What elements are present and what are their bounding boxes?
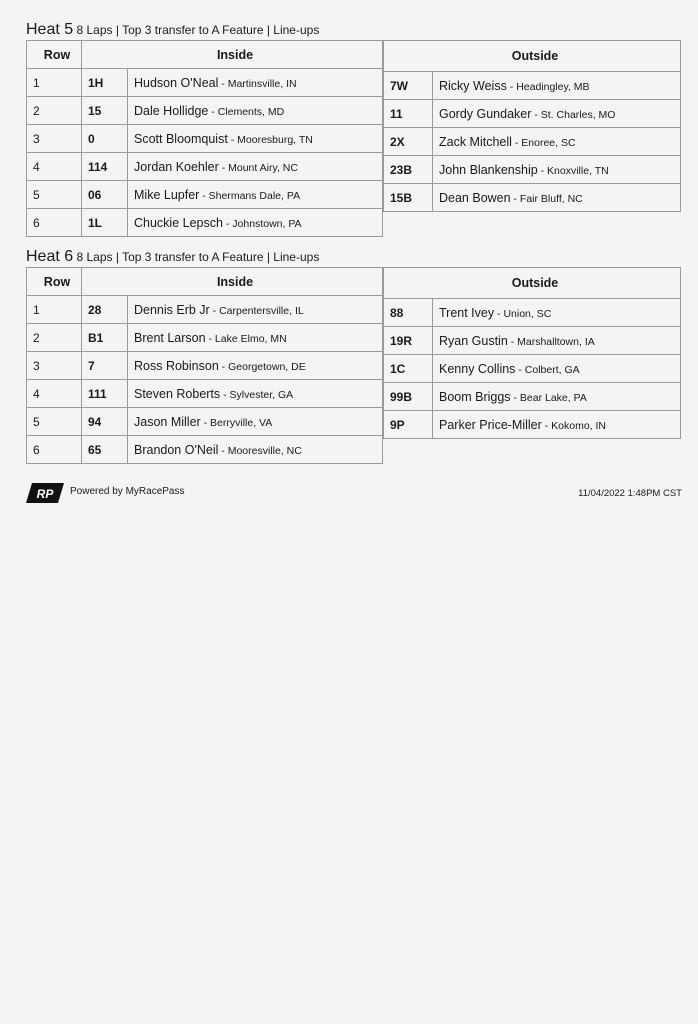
table-row [384,383,681,411]
driver-hometown: Mooresburg, TN [237,133,313,146]
driver-cell: Ross Robinson - Georgetown, DE [128,352,383,380]
driver-hometown: Lake Elmo, MN [214,332,287,345]
table-row [27,69,383,97]
car-number: 2X [384,128,433,156]
car-number: 111 [82,380,128,408]
driver-cell: Dale Hollidge - Clements, MD [128,97,383,125]
row-number: 3 [27,125,82,153]
driver-cell: Brandon O'Neil - Mooresville, NC [128,436,383,464]
driver-hometown: Sylvester, GA [229,388,294,401]
driver-name: Parker Price-Miller [439,417,542,432]
driver-hometown: Shermans Dale, PA [208,189,301,202]
driver-name: Dean Bowen [439,190,511,205]
table-row [27,97,383,125]
car-number: 88 [384,299,433,327]
driver-hometown: Knoxville, TN [547,164,609,177]
driver-hometown: Berryville, VA [210,416,273,429]
table-row [384,355,681,383]
driver-name: Ricky Weiss [439,78,507,93]
driver-name: Dale Hollidge [134,103,209,118]
table-row [27,125,383,153]
driver-cell: Chuckie Lepsch - Johnstown, PA [128,209,383,237]
driver-cell: Jason Miller - Berryville, VA [128,408,383,436]
print-timestamp: 11/04/2022 1:48PM CST [578,488,682,499]
table-row [384,128,681,156]
table-row [384,184,681,212]
car-number: 28 [82,296,128,324]
driver-hometown: Mount Airy, NC [228,161,298,174]
car-number: 11 [384,100,433,128]
car-number: 19R [384,327,433,355]
table-row [27,209,383,237]
car-number: 15 [82,97,128,125]
row-number: 1 [27,296,82,324]
driver-cell: Dennis Erb Jr - Carpentersville, IL [128,296,383,324]
row-header: Row [27,268,82,296]
row-number: 1 [27,69,82,97]
driver-name: Ryan Gustin [439,333,508,348]
table-row [27,296,383,324]
driver-name: Zack Mitchell [439,134,512,149]
heat-5-section [26,20,682,240]
car-number: 15B [384,184,433,212]
car-number: 9P [384,411,433,439]
row-number: 5 [27,181,82,209]
car-number: 1C [384,355,433,383]
driver-name: Gordy Gundaker [439,106,532,121]
table-row [27,181,383,209]
table-row [384,156,681,184]
row-number: 2 [27,324,82,352]
driver-hometown: Carpentersville, IL [219,304,304,317]
heat-6-section [26,247,682,467]
driver-name: Hudson O'Neal [134,75,219,90]
driver-hometown: Enoree, SC [521,136,576,149]
driver-cell: Kenny Collins - Colbert, GA [433,355,681,383]
car-number: 0 [82,125,128,153]
driver-name: Chuckie Lepsch [134,215,223,230]
myracepass-logo-icon [24,482,64,504]
car-number: 99B [384,383,433,411]
table-row [27,408,383,436]
car-number: 1L [82,209,128,237]
driver-hometown: Colbert, GA [524,363,580,376]
inside-header: Inside [82,41,383,69]
row-number: 3 [27,352,82,380]
car-number: 114 [82,153,128,181]
heat-6-subtitle: 8 Laps | Top 3 transfer to A Feature | Line-ups [76,250,320,264]
logo-text: RP [36,487,54,501]
driver-name: Steven Roberts [134,386,221,401]
driver-name: Brandon O'Neil [134,442,219,457]
driver-cell: Dean Bowen - Fair Bluff, NC [433,184,681,212]
driver-cell: Trent Ivey - Union, SC [433,299,681,327]
powered-by-link[interactable]: Powered by MyRacePass [70,486,185,497]
driver-hometown: Marshalltown, IA [517,335,595,348]
table-row [384,411,681,439]
driver-hometown: Clements, MD [217,105,285,118]
row-number: 4 [27,153,82,181]
car-number: 7 [82,352,128,380]
row-number: 2 [27,97,82,125]
car-number: 94 [82,408,128,436]
heat-5-name: Heat 5 [26,21,74,38]
driver-hometown: Kokomo, IN [551,419,606,432]
driver-name: Brent Larson [134,330,206,345]
driver-hometown: Bear Lake, PA [519,391,587,404]
car-number: 65 [82,436,128,464]
table-row [384,72,681,100]
row-number: 4 [27,380,82,408]
driver-cell: Brent Larson - Lake Elmo, MN [128,324,383,352]
driver-cell: Ricky Weiss - Headingley, MB [433,72,681,100]
heat-5-subtitle: 8 Laps | Top 3 transfer to A Feature | Line-ups [76,23,320,37]
table-row [27,380,383,408]
row-number: 6 [27,436,82,464]
heat-5-inside-table [26,40,383,237]
heat-5-outside-table [383,40,681,212]
outside-header: Outside [384,41,681,72]
heat-6-name: Heat 6 [26,248,74,265]
heat-6-title [26,247,682,267]
car-number: 23B [384,156,433,184]
driver-name: John Blankenship [439,162,538,177]
driver-name: Dennis Erb Jr [134,302,210,317]
driver-name: Kenny Collins [439,361,516,376]
driver-hometown: Martinsville, IN [227,77,297,90]
footer [24,482,682,506]
table-row [384,100,681,128]
outside-header: Outside [384,268,681,299]
car-number: 1H [82,69,128,97]
driver-cell: Mike Lupfer - Shermans Dale, PA [128,181,383,209]
table-row [384,299,681,327]
table-row [27,324,383,352]
driver-cell: Ryan Gustin - Marshalltown, IA [433,327,681,355]
driver-cell: Steven Roberts - Sylvester, GA [128,380,383,408]
driver-name: Jordan Koehler [134,159,219,174]
driver-cell: Gordy Gundaker - St. Charles, MO [433,100,681,128]
row-header: Row [27,41,82,69]
table-row [27,153,383,181]
driver-cell: Boom Briggs - Bear Lake, PA [433,383,681,411]
driver-cell: Scott Bloomquist - Mooresburg, TN [128,125,383,153]
row-number: 6 [27,209,82,237]
heat-5-title [26,20,682,40]
heat-6-outside-table [383,267,681,439]
driver-name: Boom Briggs [439,389,511,404]
driver-hometown: St. Charles, MO [540,108,616,121]
driver-name: Trent Ivey [439,305,495,320]
driver-name: Mike Lupfer [134,187,200,202]
driver-hometown: Georgetown, DE [228,360,306,373]
row-number: 5 [27,408,82,436]
driver-cell: Zack Mitchell - Enoree, SC [433,128,681,156]
inside-header: Inside [82,268,383,296]
driver-name: Scott Bloomquist [134,131,228,146]
driver-cell: John Blankenship - Knoxville, TN [433,156,681,184]
driver-cell: Parker Price-Miller - Kokomo, IN [433,411,681,439]
driver-hometown: Union, SC [503,307,552,320]
table-row [27,436,383,464]
driver-hometown: Headingley, MB [516,80,590,93]
driver-cell: Hudson O'Neal - Martinsville, IN [128,69,383,97]
driver-name: Ross Robinson [134,358,219,373]
car-number: 7W [384,72,433,100]
table-row [384,327,681,355]
car-number: 06 [82,181,128,209]
driver-hometown: Mooresville, NC [227,444,302,457]
table-row [27,352,383,380]
driver-hometown: Fair Bluff, NC [519,192,583,205]
driver-cell: Jordan Koehler - Mount Airy, NC [128,153,383,181]
driver-name: Jason Miller [134,414,201,429]
car-number: B1 [82,324,128,352]
driver-hometown: Johnstown, PA [232,217,302,230]
heat-6-inside-table [26,267,383,464]
